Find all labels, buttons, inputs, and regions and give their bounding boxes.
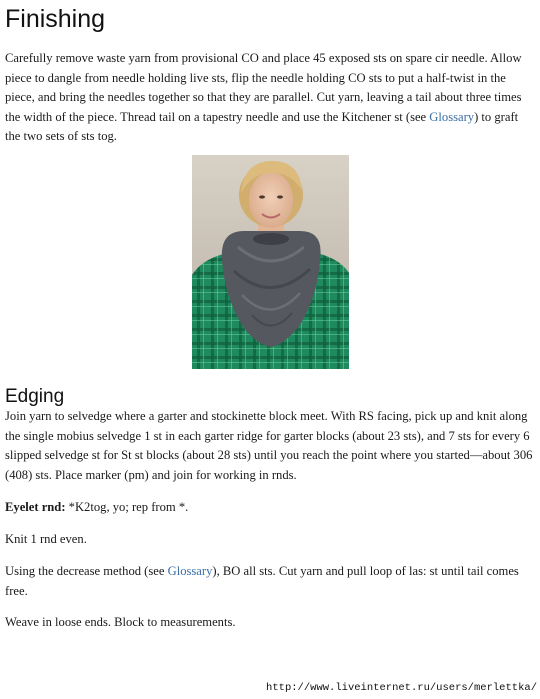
eyelet-round-text: *K2tog, yo; rep from *. (65, 500, 189, 514)
source-watermark: http://www.liveinternet.ru/users/merlettka/ (266, 682, 537, 694)
eyelet-round-paragraph (5, 498, 533, 518)
eyelet-round-label: Eyelet rnd: (5, 500, 66, 514)
finishing-text-1: Carefully remove waste yarn from provisional CO and place 45 exposed sts on spare cir needle. Allow piece to dangle from needle holding live sts, flip the needle holding CO sts to put a half-twist in the piece, and bring the needles together so that they are parallel. Cut yarn, leaving a tail about three times the width of the piece. Thread tail on a tapestry needle and use the Kitchener st (see (5, 51, 522, 124)
bind-off-paragraph (5, 562, 533, 601)
section-heading-finishing: Finishing (5, 5, 106, 33)
finishing-text-2: ) to graft the two sets of sts tog. (5, 109, 519, 143)
knit-round-paragraph: Knit 1 rnd even. (5, 532, 87, 546)
section-heading-edging: Edging (5, 386, 65, 407)
bind-off-text-1: Using the decrease method (see (5, 564, 168, 578)
glossary-link-2[interactable]: Glossary (167, 564, 213, 578)
model-wearing-cowl-photo (192, 155, 349, 369)
edging-paragraph: Join yarn to selvedge where a garter and stockinette block meet. With RS facing, pick up and knit along the single mobius selvedge 1 st in each garter ridge for garter blocks (about 23 sts), and 7 sts for every 6 slipped selvedge st for St st blocks (about 28 sts) until you reach the point where you started—about 306 (408) sts. Place marker (pm) and join for working in rnds. (5, 409, 533, 482)
glossary-link[interactable]: Glossary (429, 109, 475, 124)
bind-off-text-2: ), BO all sts. Cut yarn and pull loop of las: st until tail comes free. (5, 564, 519, 598)
finishing-paragraph (5, 49, 533, 147)
weave-paragraph: Weave in loose ends. Block to measurements. (5, 615, 236, 629)
